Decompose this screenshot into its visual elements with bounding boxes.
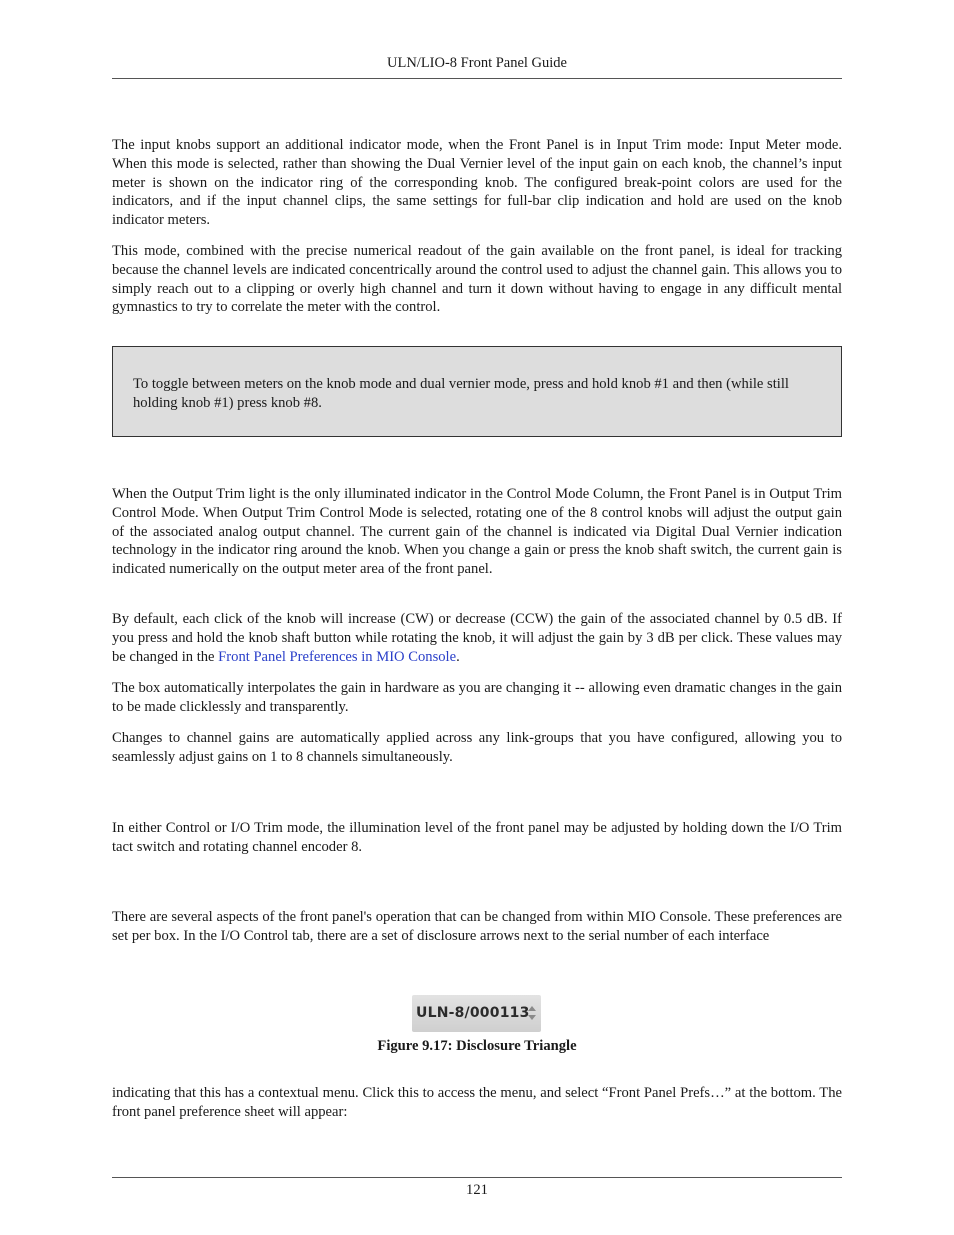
figure-caption: Figure 9.17: Disclosure Triangle — [377, 1038, 577, 1054]
paragraph-knob-click — [112, 610, 842, 666]
header-rule — [112, 78, 842, 79]
note-box — [112, 346, 842, 437]
paragraph-input-meter-mode: The input knobs support an additional indicator mode, when the Front Panel is in Input Trim mode: Input Meter mode. When this mode is selected, rather than showing the Dual Vernier level of the input gain on each knob, the channel’s input meter is shown on the indicator ring of the corresponding knob. The configured break-point colors are used for the indicators, and if the input channel clips, the same settings for full-bar clip indication and hold are used on the knob indicator meters. — [112, 137, 842, 229]
up-down-arrows-icon — [527, 1005, 537, 1021]
footer-rule — [112, 1177, 842, 1178]
paragraph-output-trim: When the Output Trim light is the only illuminated indicator in the Control Mode Column, the Front Panel is in Output Trim Control Mode. When Output Trim Control Mode is selected, rotating one of the 8 control knobs will adjust the output gain of the associated analog output channel. The current gain of the channel is indicated via Digital Dual Vernier indication technology in the indicator ring around the knob. When you change a gain or press the knob shaft switch, the current gain is indicated numerically on the output meter area of the front panel. — [112, 486, 842, 578]
disclosure-triangle-figure — [412, 995, 541, 1032]
paragraph-link-groups: Changes to channel gains are automatically applied across any link-groups that you have configured, allowing you to seamlessly adjust gains on 1 to 8 channels simultaneously. — [112, 730, 842, 765]
paragraph-contextual-menu: indicating that this has a contextual menu. Click this to access the menu, and select “Front Panel Prefs…” at the bottom. The front panel preference sheet will appear: — [112, 1085, 842, 1120]
paragraph-tracking: This mode, combined with the precise numerical readout of the gain available on the front panel, is ideal for tracking because the channel levels are indicated concentrically around the control used to adjust the channel gain. This allows you to simply reach out to a clipping or overly high channel and turn it down without having to engage in any difficult mental gymnastics to try to correlate the meter with the control. — [112, 243, 842, 316]
front-panel-preferences-link[interactable]: Front Panel Preferences in MIO Console — [218, 648, 457, 665]
note-text: To toggle between meters on the knob mode and dual vernier mode, press and hold knob #1 and then (while still holding knob #1) press knob #8. — [133, 376, 789, 411]
paragraph-interpolation: The box automatically interpolates the gain in hardware as you are changing it -- allowing even dramatic changes in the gain to be made clicklessly and transparently. — [112, 680, 842, 715]
page-number: 121 — [466, 1182, 488, 1198]
paragraph-knob-click-text: By default, each click of the knob will increase (CW) or decrease (CCW) the gain of the associated channel by 0.5 dB. If you press and hold the knob shaft button while rotating the knob, it will adjust the gain by 3 dB per click. These values may be changed in the — [112, 611, 842, 665]
running-header: ULN/LIO-8 Front Panel Guide — [386, 55, 567, 71]
paragraph-knob-click-end: . — [456, 648, 460, 665]
paragraph-preferences: There are several aspects of the front panel's operation that can be changed from within MIO Console. These preferences are set per box. In the I/O Control tab, there are a set of disclosure arrows next to the serial number of each interface — [112, 909, 842, 944]
paragraph-illumination: In either Control or I/O Trim mode, the illumination level of the front panel may be adjusted by holding down the I/O Trim tact switch and rotating channel encoder 8. — [112, 820, 842, 855]
device-serial-label: ULN-8/000113 — [416, 1005, 530, 1021]
